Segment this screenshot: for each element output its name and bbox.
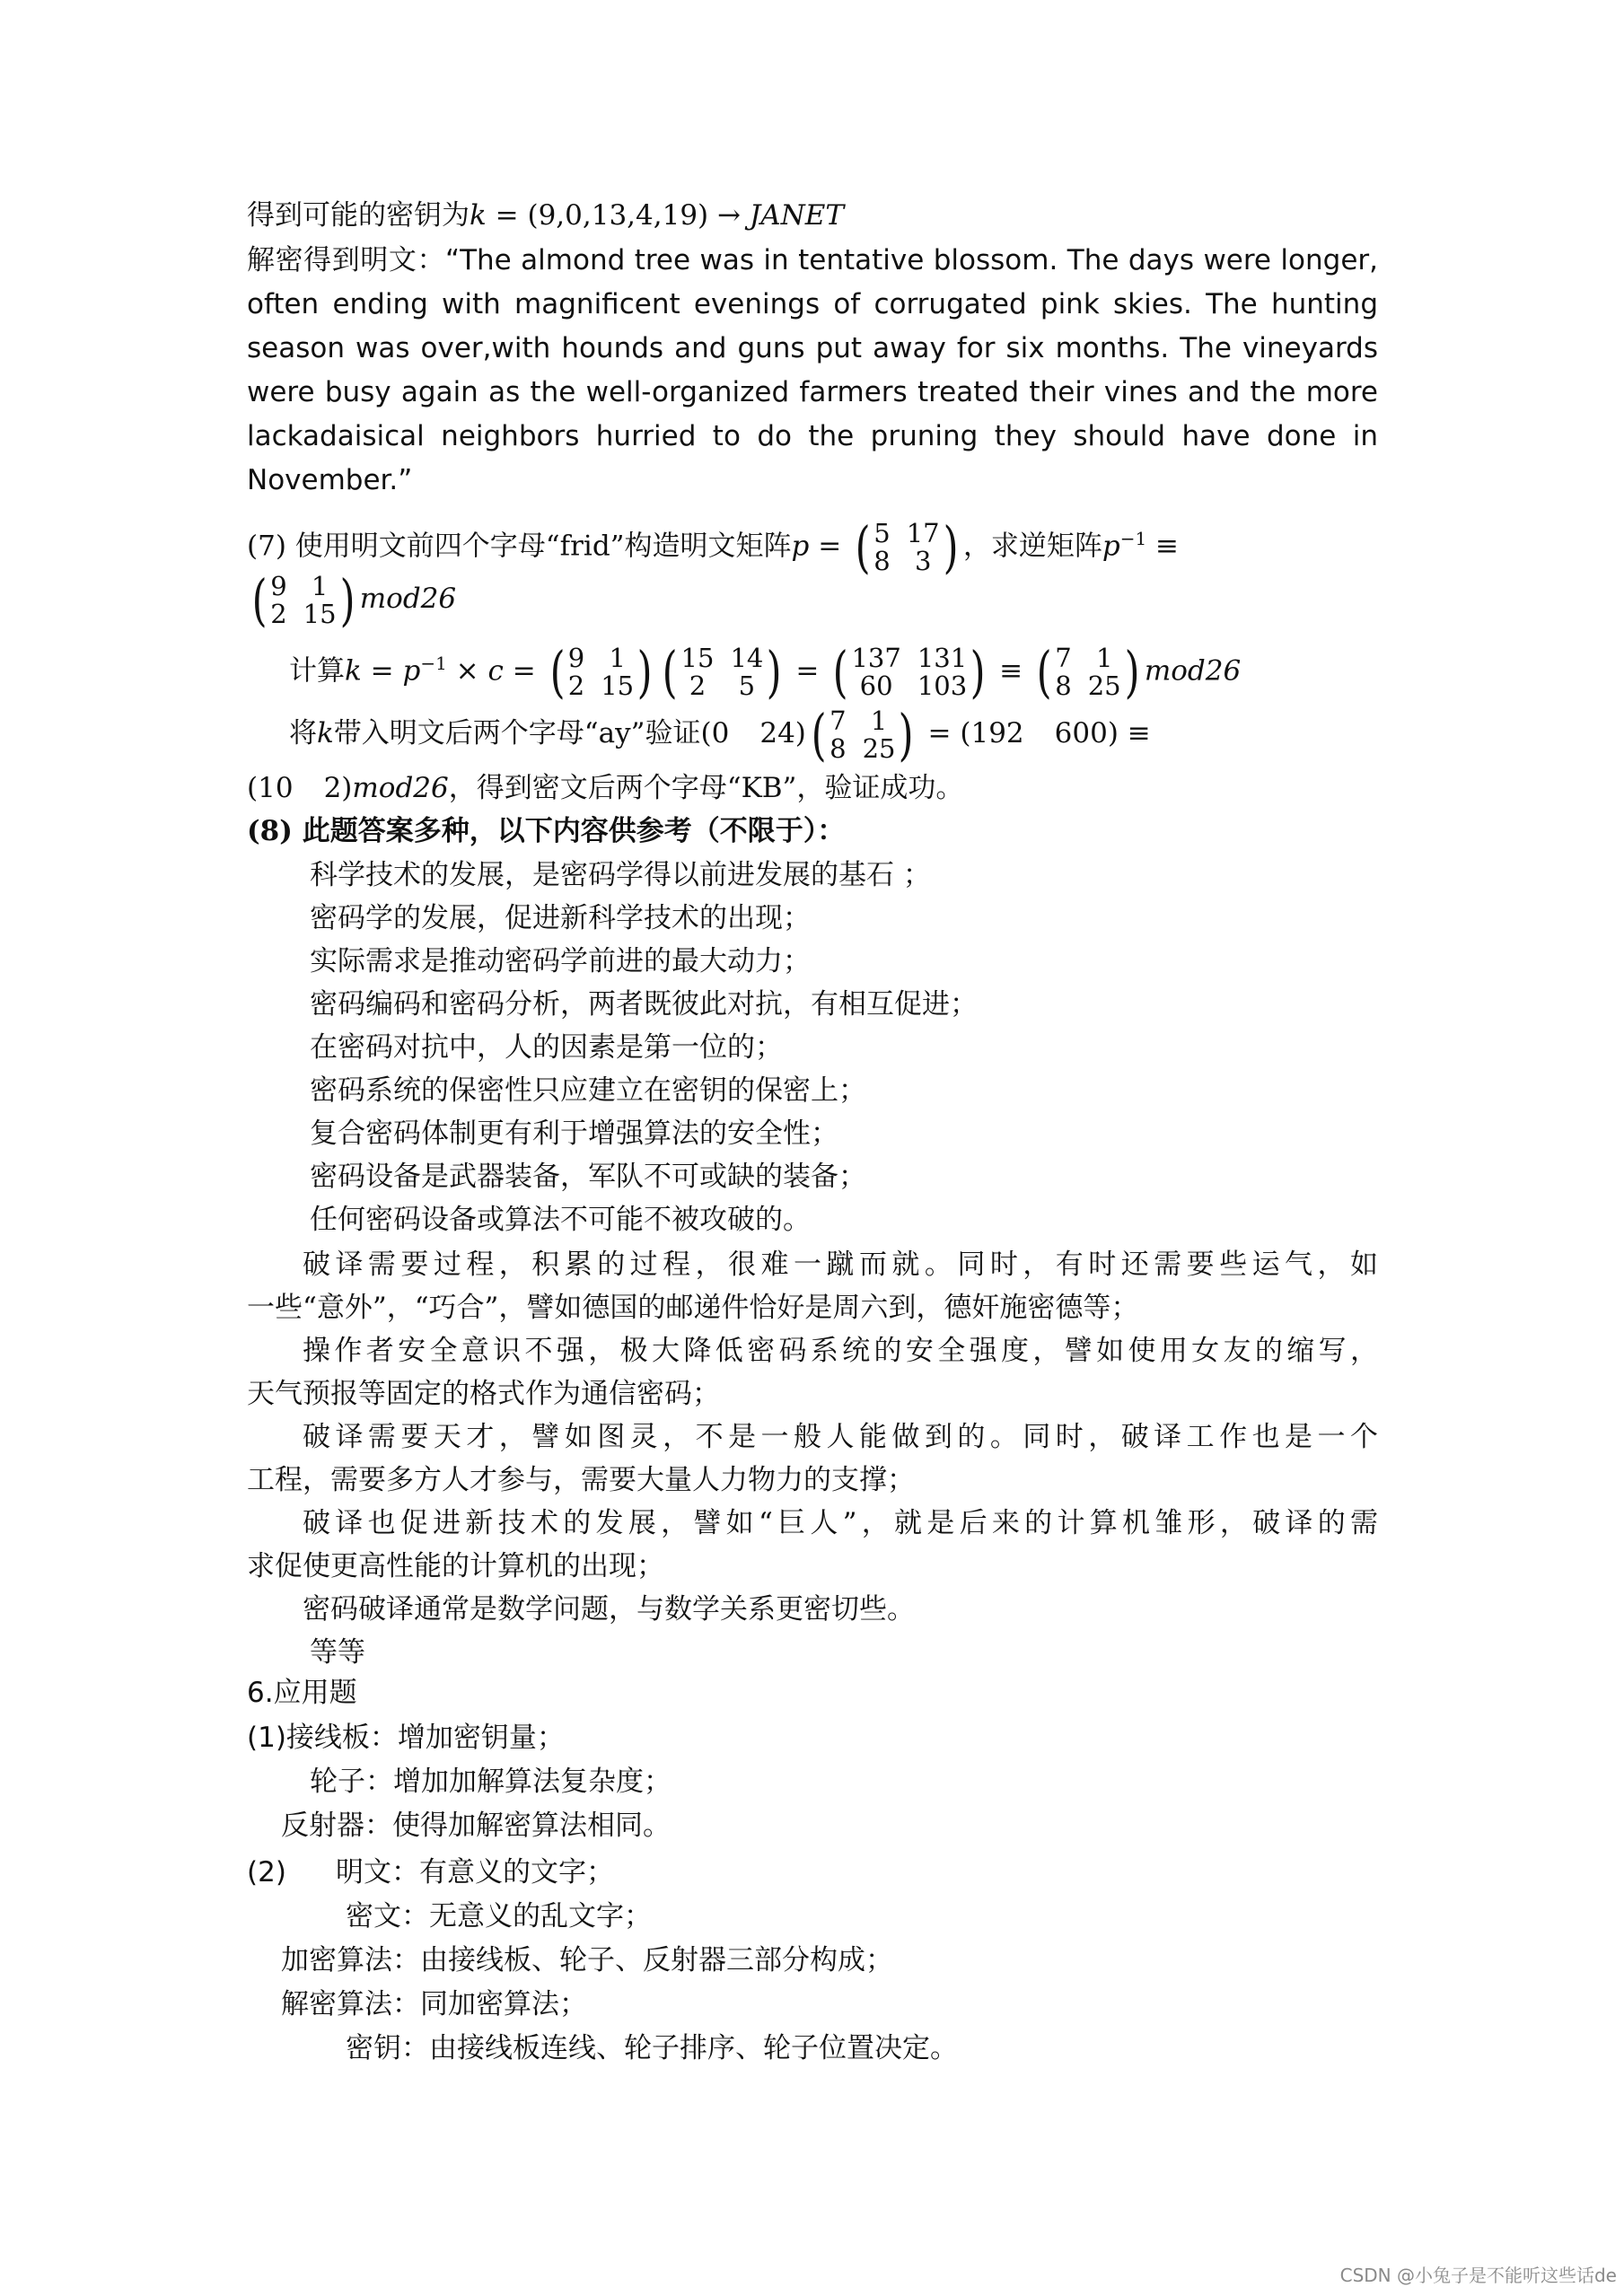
matrix-cell: 137	[851, 642, 901, 673]
calc-eq3: =	[786, 654, 829, 688]
matrix-cell: 15	[680, 642, 715, 673]
q8-para-4-line-1: 破译也促进新技术的发展，譬如“巨人”，就是后来的计算机雏形，破译的需	[303, 1507, 1378, 1539]
q8-para-2-line-1: 操作者安全意识不强，极大降低密码系统的安全强度，譬如使用女友的缩写，	[303, 1335, 1378, 1367]
verify-mod: mod26	[352, 772, 449, 804]
q6-2-row	[346, 1898, 652, 1934]
calc-eq: =	[361, 654, 403, 688]
verify-a: 将	[289, 717, 317, 749]
q7-line-2	[247, 566, 457, 633]
matrix-cell: 5	[873, 517, 891, 548]
matrix-cell: 103	[917, 670, 968, 701]
matrix-cell: 7	[1055, 642, 1072, 673]
q6-1-label: (1)接线板	[247, 1722, 370, 1754]
matrix-cell: 7	[830, 705, 847, 736]
key-name: JANET	[749, 199, 845, 232]
plaintext-line-1	[247, 242, 1378, 278]
q6-1-row	[310, 1764, 672, 1800]
matrix-cell: 2	[270, 598, 287, 629]
q8-item: 密码编码和密码分析，两者既彼此对抗，有相互促进；	[310, 988, 978, 1021]
key-line	[247, 197, 844, 233]
plaintext-text: “The almond tree was in tentative blossom. The days were longer,	[445, 244, 1379, 276]
q7-inverse-text: ，求逆矩阵	[962, 530, 1102, 563]
q6-2-text: ：同加密算法；	[392, 1988, 587, 2020]
plaintext-line-2: often ending with magnificent evenings of corrugated pink skies. The hunting	[247, 288, 1378, 320]
q8-para-3-line-1: 破译需要天才，譬如图灵，不是一般人能做到的。同时，破译工作也是一个	[303, 1421, 1378, 1453]
matrix-cell: 15	[303, 598, 337, 629]
vector-cell: 192	[970, 717, 1024, 749]
matrix-k-2: ( 7 1 8 25 )	[811, 701, 915, 767]
q7-line-1	[247, 512, 1180, 580]
verify-eq: =	[918, 717, 961, 749]
calc-c: c	[487, 654, 504, 688]
q8-para-2-line-2: 天气预报等固定的格式作为通信密码；	[247, 1378, 720, 1410]
q6-1-text: ：使得加解密算法相同。	[364, 1810, 671, 1842]
q6-1-text: ：增加加解算法复杂度；	[365, 1766, 672, 1798]
vector-result: (192 600)	[960, 717, 1119, 749]
matrix-cell: 1	[1095, 642, 1113, 673]
q8-item: 在密码对抗中，人的因素是第一位的；	[310, 1031, 783, 1064]
q7-verify-line-2	[247, 770, 963, 806]
matrix-cell: 25	[862, 732, 896, 764]
q6-1-label: 反射器	[281, 1810, 364, 1842]
q7-verify-line	[289, 701, 1151, 767]
matrix-cell: 131	[917, 642, 968, 673]
q6-1-row	[247, 1720, 565, 1756]
q7-calc-line	[289, 635, 1242, 705]
verify-equiv: ≡	[1118, 717, 1151, 749]
q7-equiv: ≡	[1146, 530, 1180, 563]
matrix-cell: 17	[906, 517, 940, 548]
matrix-cell: 60	[859, 670, 893, 701]
q8-para-1-line-2: 一些“意外”，“巧合”，譬如德国的邮递件恰好是周六到，德奸施密德等；	[247, 1292, 1139, 1324]
q8-item: 复合密码体制更有利于增强算法的安全性；	[310, 1117, 838, 1150]
q6-2-label: 密钥	[346, 2032, 401, 2064]
matrix-product: ( 137 131 60 103 )	[832, 638, 986, 705]
q6-2-label: 加密算法	[281, 1944, 392, 1976]
verify-b: 带入明文后两个字母“ay”验证	[333, 717, 701, 749]
vector-cell: 2	[323, 772, 342, 804]
q8-para-3-line-2: 工程，需要多方人才参与，需要大量人力物力的支撑；	[247, 1464, 915, 1496]
vector-ay: (0 24)	[700, 717, 806, 749]
q8-item: 密码系统的保密性只应建立在密钥的保密上；	[310, 1074, 866, 1107]
calc-k: k	[345, 654, 362, 688]
q6-2-label: 明文	[336, 1856, 391, 1889]
q6-1-row	[281, 1808, 671, 1844]
calc-p: p	[402, 654, 421, 688]
q8-etc: 等等	[310, 1636, 365, 1669]
calc-eq2: =	[503, 654, 545, 688]
q7-intro: (7) 使用明文前四个字母“frid”构造明文矩阵	[247, 530, 792, 563]
q7-pinv-exp: −1	[1119, 528, 1147, 549]
matrix-cell: 9	[270, 570, 287, 601]
calc-times: ×	[446, 654, 488, 688]
q6-1-text: ：增加密钥量；	[369, 1722, 565, 1754]
matrix-k: ( 7 1 8 25 )	[1036, 638, 1140, 705]
q8-item: 密码学的发展，促进新科学技术的出现；	[310, 902, 811, 934]
matrix-cell: 8	[1055, 670, 1072, 701]
calc-mod: mod26	[1144, 654, 1242, 688]
matrix-cell: 1	[609, 642, 626, 673]
q6-2-number: (2)	[247, 1856, 286, 1889]
q7-mod: mod26	[359, 583, 457, 615]
q6-2-row	[281, 1942, 893, 1978]
csdn-watermark: CSDN @小兔子是不能听这些话de	[1339, 2265, 1617, 2286]
q7-eq: =	[809, 530, 851, 563]
q6-2-row	[281, 1986, 587, 2022]
vector-cell: 10	[258, 772, 294, 804]
q6-2-text: ：由接线板、轮子、反射器三部分构成；	[392, 1944, 893, 1976]
matrix-p: ( 5 17 8 3 )	[855, 513, 959, 580]
q8-title: (8) 此题答案多种，以下内容供参考（不限于）：	[247, 815, 846, 847]
plaintext-line-5: lackadaisical neighbors hurried to do the pruning they should have done in	[247, 420, 1378, 452]
plaintext-line-3: season was over,with hounds and guns put away for six months. The vineyards	[247, 332, 1378, 364]
q6-2-label: 解密算法	[281, 1988, 392, 2020]
q6-2-text: ：由接线板连线、轮子排序、轮子位置决定。	[401, 2032, 958, 2064]
plaintext-lead: 解密得到明文：	[247, 244, 446, 276]
q6-1-label: 轮子	[310, 1766, 365, 1798]
q8-item: 科学技术的发展，是密码学得以前进发展的基石 ；	[310, 859, 931, 891]
vector-cell: 0	[711, 717, 730, 749]
q6-2-label: 密文	[346, 1900, 401, 1932]
q6-2-text: ：有意义的文字；	[391, 1856, 614, 1889]
q8-para-1-line-1: 破译需要过程，积累的过程，很难一蹴而就。同时，有时还需要些运气，如	[303, 1249, 1378, 1281]
vector-cell: 600	[1054, 717, 1108, 749]
q8-last: 密码破译通常是数学问题，与数学关系更密切些。	[303, 1593, 915, 1626]
q8-item: 任何密码设备或算法不可能不被攻破的。	[310, 1204, 811, 1236]
plaintext-line-6: November.”	[247, 464, 413, 496]
matrix-cell: 1	[311, 570, 329, 601]
matrix-cell: 2	[689, 670, 707, 701]
matrix-cell: 1	[870, 705, 888, 736]
q8-para-4-line-2: 求促使更高性能的计算机的出现；	[247, 1550, 664, 1582]
key-prefix: 得到可能的密钥为	[247, 199, 470, 232]
matrix-cell: 5	[738, 670, 756, 701]
q7-p: p	[791, 530, 810, 563]
section-6-heading: 6.应用题	[247, 1677, 357, 1709]
calc-exp: −1	[420, 653, 447, 674]
q7-pinv: p	[1102, 530, 1120, 563]
matrix-cell: 2	[567, 670, 585, 701]
matrix-cell: 25	[1087, 670, 1121, 701]
matrix-cell: 15	[601, 670, 635, 701]
matrix-p-inverse-2: ( 9 1 2 15 )	[549, 638, 653, 705]
matrix-cell: 9	[567, 642, 585, 673]
q6-2-text: ：无意义的乱文字；	[401, 1900, 652, 1932]
matrix-cell: 8	[830, 732, 847, 764]
key-eq: = (9,0,13,4,19) →	[486, 199, 750, 232]
matrix-p-inverse: ( 9 1 2 15 )	[251, 566, 356, 633]
vector-final: (10 2)	[247, 772, 353, 804]
matrix-cell: 3	[914, 545, 932, 576]
q8-item: 实际需求是推动密码学前进的最大动力；	[310, 945, 811, 977]
matrix-cell: 14	[730, 642, 764, 673]
key-k: k	[470, 199, 487, 232]
matrix-c: ( 15 14 2 5 )	[662, 638, 782, 705]
vector-cell: 24	[759, 717, 795, 749]
q6-2-row	[336, 1854, 614, 1890]
verify-k: k	[317, 717, 334, 749]
verify-c: ，得到密文后两个字母“KB”，验证成功。	[448, 772, 964, 804]
q8-item: 密码设备是武器装备，军队不可或缺的装备；	[310, 1161, 866, 1193]
calc-label: 计算	[289, 654, 345, 688]
q6-2-row	[346, 2030, 958, 2066]
matrix-cell: 8	[873, 545, 891, 576]
plaintext-line-4: were busy again as the well-organized farmers treated their vines and the more	[247, 376, 1378, 408]
calc-equiv: ≡	[990, 654, 1032, 688]
